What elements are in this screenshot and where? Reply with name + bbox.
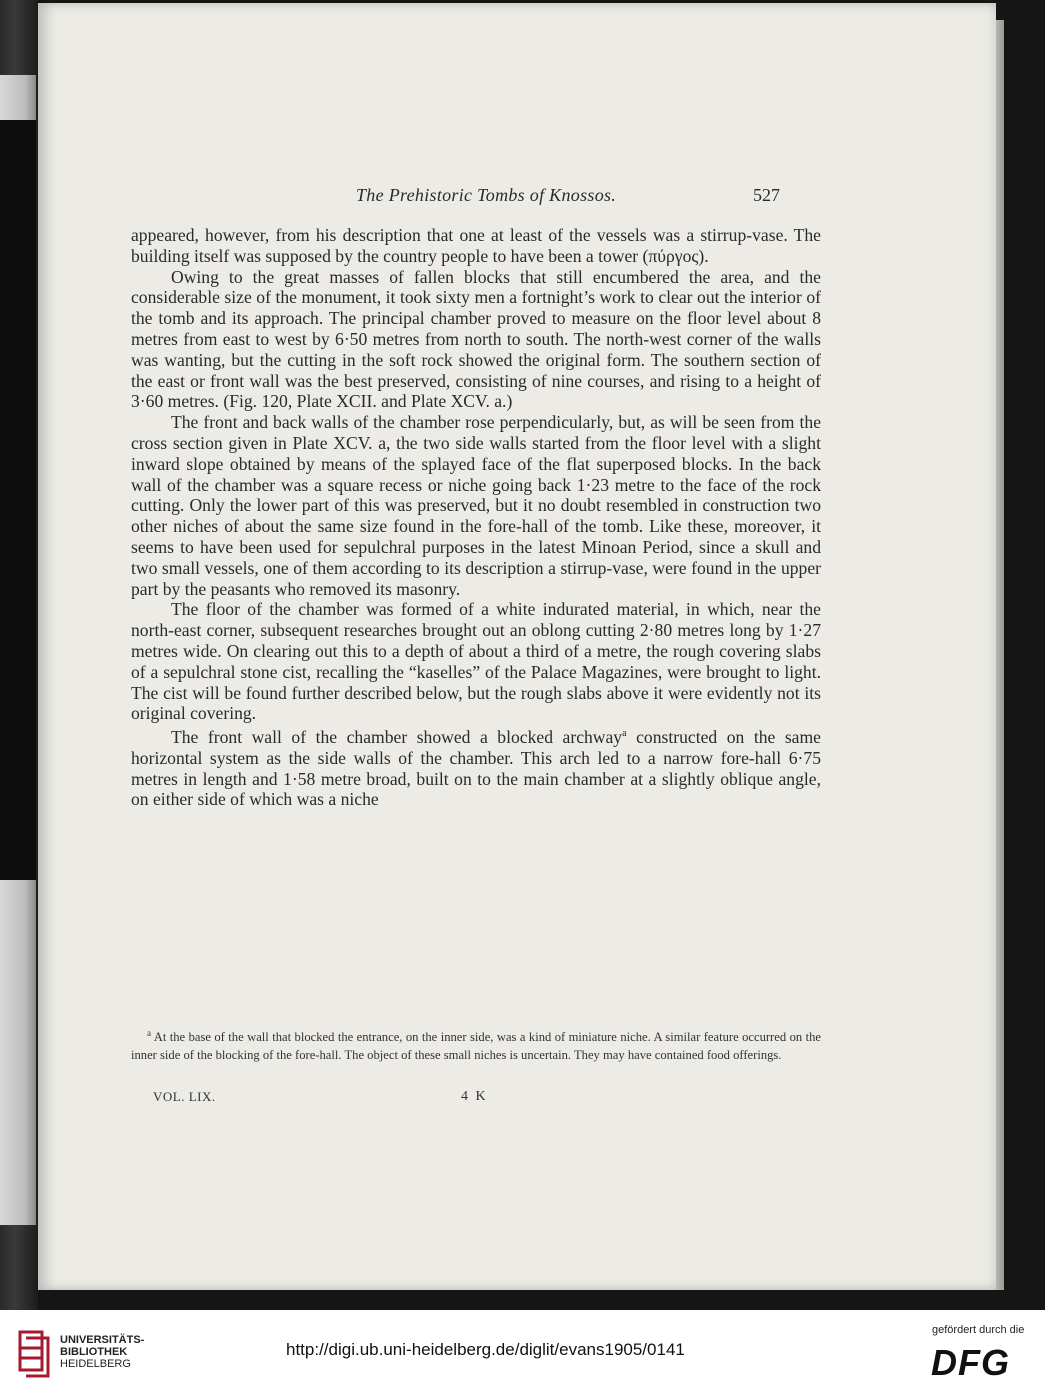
paragraph: The front and back walls of the chamber rose perpendicularly, but, as will be seen from the cross section given in Plate XCV. a, the two side walls started from the floor level with a slight inward slope obtained by means of the splayed face of the flat superposed blocks. In the back wall of the chamber was a square recess or niche going back 1·23 metre to the face of the rock cutting. Only the lower part of this was preserved, but it no doubt resembled in construction two other niches of about the same size found in the fore-hall of the tomb. Like these, moreover, it seems to have been used for sepulchral purposes in the latest Minoan Period, since a skull and two small vessels, one of them according to its description a stirrup-vase, were found in the upper part by the peasants who removed its masonry.	[131, 412, 821, 599]
paragraph: The floor of the chamber was formed of a white indurated material, in which, near the north-east corner, subsequent researches brought out an oblong cutting 2·80 metres long by 1·27 metres wide. On clearing out this to a depth of about a third of a metre, the rough covering slabs of a sepulchral stone cist, recalling the “kaselles” of the Palace Magazines, were brought to light. The cist will be found further described below, but the rough slabs above it were evidently not its original covering.	[131, 599, 821, 724]
page-number: 527	[753, 185, 780, 205]
dfg-logo: DFG	[931, 1342, 1010, 1383]
book-page	[38, 3, 996, 1290]
funding-label: gefördert durch die	[932, 1324, 1025, 1336]
viewer-footer	[0, 1310, 1045, 1394]
running-head-title: The Prehistoric Tombs of Knossos.	[356, 185, 617, 205]
signature-line	[131, 1089, 821, 1109]
paragraph-start: The front wall of the chamber showed a blocked archway	[171, 726, 623, 747]
volume-label: VOL. LIX.	[153, 1089, 216, 1104]
footnotes	[131, 1025, 821, 1064]
footnote-reference: a	[622, 728, 627, 740]
body-text	[131, 225, 821, 810]
footnote-marker: a	[147, 1028, 151, 1038]
facing-page-edge	[0, 75, 36, 1225]
footnote-text: At the base of the wall that blocked the entrance, on the inner side, was a kind of miniature niche. A similar feature occurred on the inner side of the blocking of the fore-hall. The object of these small niches is uncertain. They may have contained food offerings.	[131, 1030, 821, 1062]
permalink-url[interactable]: http://digi.ub.uni-heidelberg.de/diglit/evans1905/0141	[286, 1340, 685, 1359]
running-head	[38, 185, 996, 211]
university-library-name	[60, 1334, 144, 1370]
paragraph	[131, 724, 821, 810]
paragraph-end: constructed on the same horizontal system as the side walls of the chamber. This arch led to a narrow fore-hall 6·75 metres in length and 1·58 metre broad, built on to the main chamber at a slightly oblique angle, on either side of which was a niche	[131, 726, 821, 810]
paragraph: Owing to the great masses of fallen blocks that still encumbered the area, and the considerable size of the monument, it took sixty men a fortnight’s work to clear out the interior of the tomb and its approach. The principal chamber proved to measure on the floor level about 8 metres from east to west by 6·50 metres from north to south. The north-west corner of the walls was wanting, but the cutting in the soft rock showed the original form. The southern section of the east or front wall was the best preserved, consisting of nine courses, and rising to a height of 3·60 metres. (Fig. 120, Plate XCII. and Plate XCV. a.)	[131, 266, 821, 412]
facing-page-shadow	[0, 120, 36, 880]
library-name-line: UNIVERSITÄTS-	[60, 1334, 145, 1346]
paragraph: appeared, however, from his description that one at least of the vessels was a stirrup-vase. The building itself was supposed by the country people to have been a tower (πύργος).	[131, 225, 821, 266]
footnote	[131, 1025, 821, 1064]
library-name-line: BIBLIOTHEK	[60, 1346, 128, 1358]
library-city-line: HEIDELBERG	[60, 1358, 131, 1370]
university-library-logo-icon	[14, 1326, 54, 1378]
sheet-signature: 4 K	[461, 1089, 488, 1104]
